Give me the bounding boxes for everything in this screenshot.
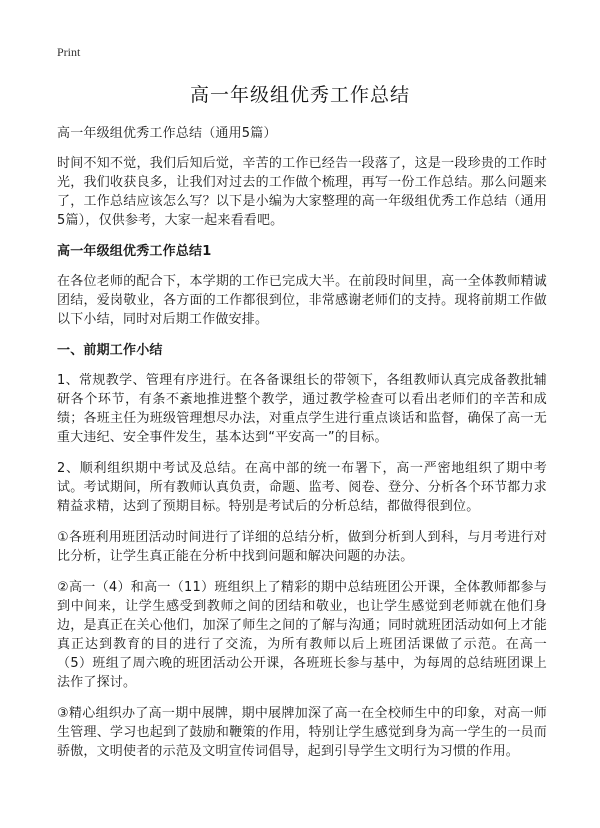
sub-item-paragraph-2: ②高一（4）和高一（11）班组织上了精彩的期中总结班团公开课，全体教师都参与到中间来，让学生感受到教师之间的团结和敬业，也让学生感觉到老师就在他们身边，是真正在关心他们，加深了师生之间的了解与沟通；同时就班团活动如何上才能真正达到教育的目的进行了交流，为所有教师以后上班团活课做了示范。在高一（5）班组了周六晚的班团活动公开课，各班班长参与基中，为每周的总结班团课上法作了探讨。	[57, 580, 547, 690]
print-label: Print	[57, 45, 81, 59]
section-paragraph: 在各位老师的配合下，本学期的工作已完成大半。在前段时间里，高一全体教师精诚团结，爱岗敬业，各方面的工作都很到位，非常感谢老师们的支持。现将前期工作做以下小结，同时对后期工作做安排。	[57, 274, 547, 327]
section-heading: 高一年级组优秀工作总结1	[57, 244, 212, 259]
document-body	[57, 124, 547, 773]
sub-item-paragraph-3: ③精心组织办了高一期中展牌，期中展牌加深了高一在全校师生中的印象，对高一师生管理、学习也起到了鼓励和鞭策的作用，特别让学生感觉到身为高一学生的一员而骄傲，文明使者的示范及文明宣传词倡导，起到引导学生文明行为习惯的作用。	[57, 706, 547, 759]
intro-paragraph: 时间不知不觉，我们后知后觉，辛苦的工作已经告一段落了，这是一段珍贵的工作时光，我们收获良多，让我们对过去的工作做个梳理，再写一份工作总结。那么问题来了，工作总结应该怎么写？以下是小编为大家整理的高一年级组优秀工作总结（通用5篇），仅供参考，大家一起来看看吧。	[57, 156, 547, 228]
item-paragraph-2: 2、顺利组织期中考试及总结。在高中部的统一布署下，高一严密地组织了期中考试。考试期间，所有教师认真负责，命题、监考、阅卷、登分、分析各个环节都力求精益求精，达到了预期目标。特别是考试后的分析总结，都做得很到位。	[57, 461, 547, 514]
document-subtitle: 高一年级组优秀工作总结（通用5篇）	[57, 126, 277, 141]
item-paragraph-1: 1、常规教学、管理有序进行。在各备课组长的带领下，各组教师认真完成备教批辅研各个环节，有条不紊地推进整个教学，通过教学检查可以看出老师们的辛苦和成绩；各班主任为班级管理想尽办法，对重点学生进行重点谈话和监督，确保了高一无重大违纪、安全事件发生，基本达到“平安高一”的目标。	[57, 373, 547, 445]
document-title: 高一年级组优秀工作总结	[189, 84, 410, 106]
part-heading: 一、前期工作小结	[57, 343, 163, 358]
sub-item-paragraph-1: ①各班利用班团活动时间进行了详细的总结分析，做到分析到人到科，与月考进行对比分析，让学生真正能在分析中找到问题和解决问题的办法。	[57, 530, 547, 564]
